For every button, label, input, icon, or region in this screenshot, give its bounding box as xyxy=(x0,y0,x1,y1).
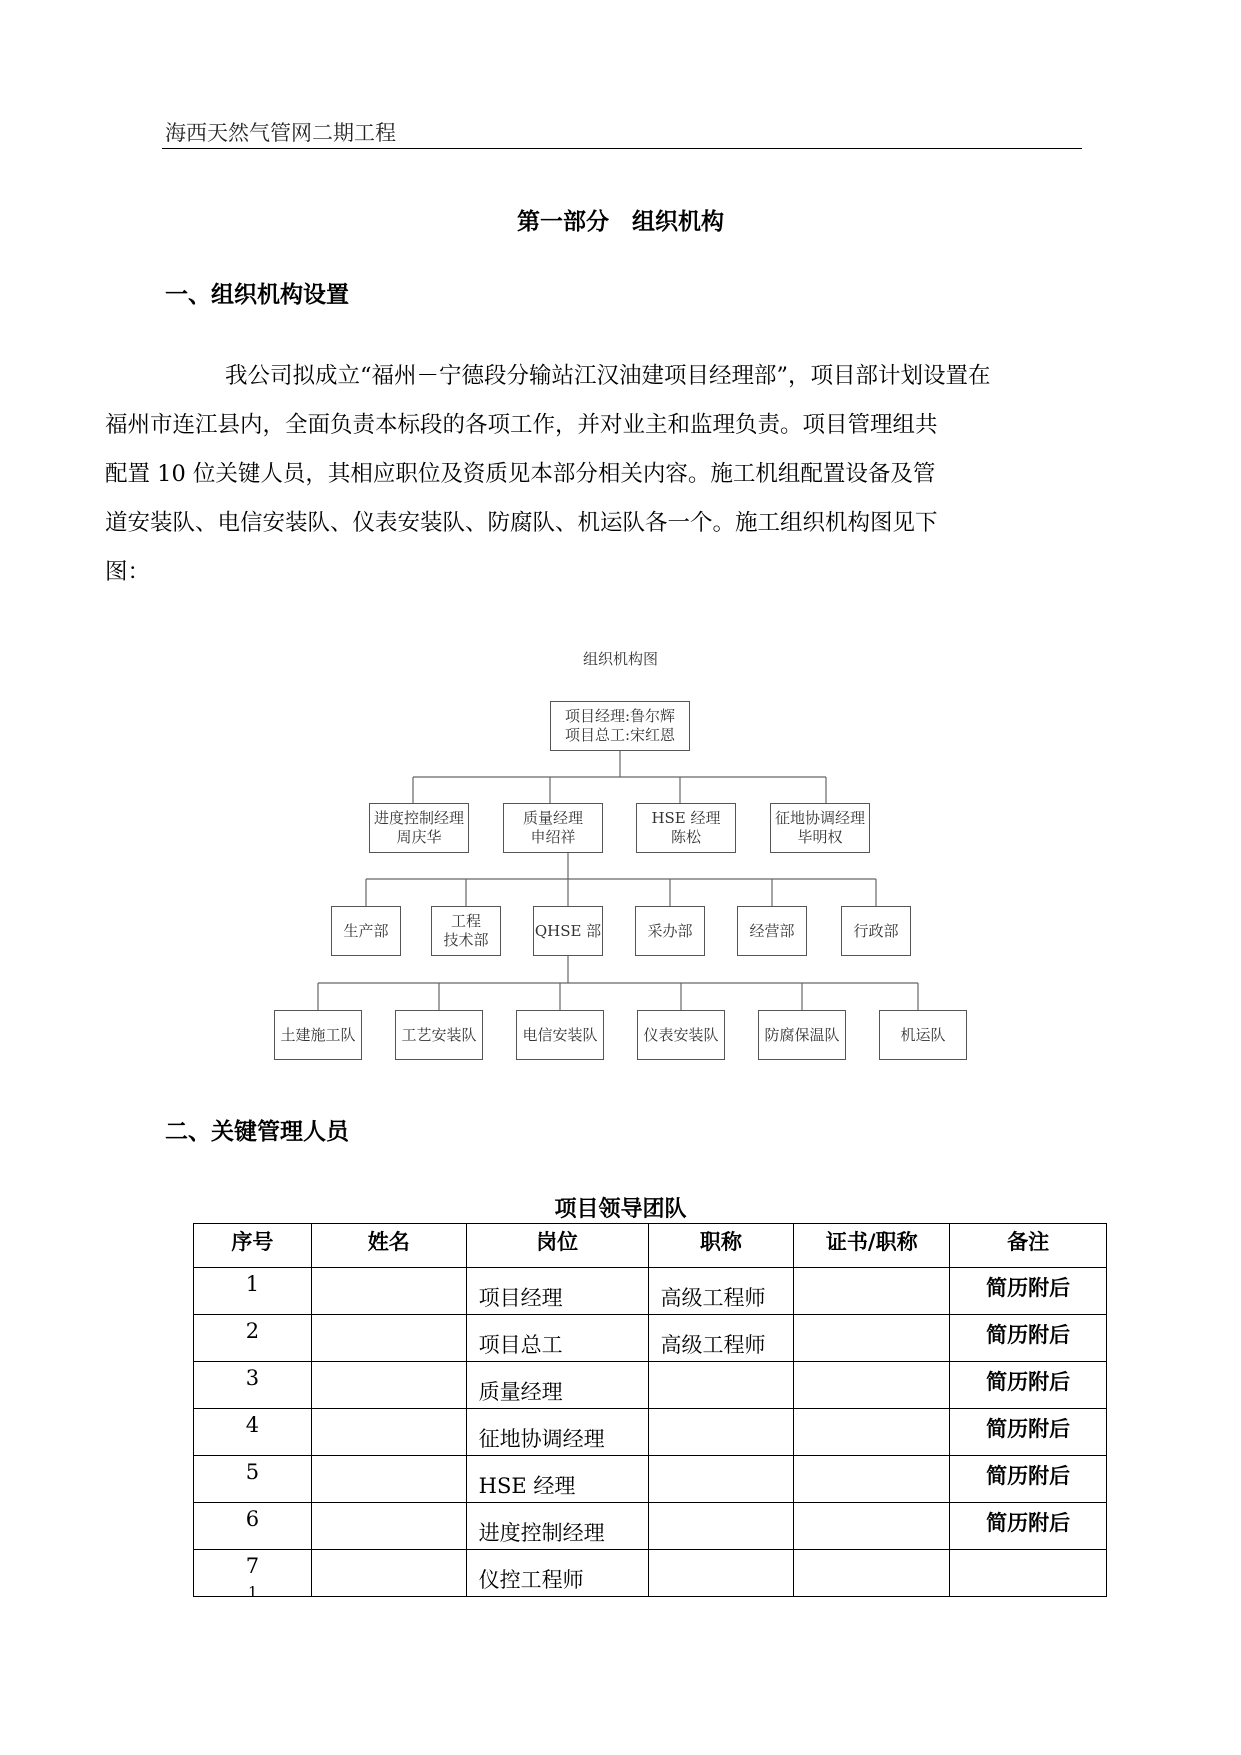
part-title: 第一部分 组织机构 xyxy=(517,209,724,235)
section-heading-key-personnel: 二、关键管理人员 xyxy=(165,1119,349,1145)
table-row xyxy=(194,1503,1107,1550)
table-row xyxy=(194,1362,1107,1409)
header-cell: 姓名 xyxy=(311,1224,466,1268)
table-header-row xyxy=(194,1224,1107,1268)
cell-cert xyxy=(794,1456,950,1503)
table-title: 项目领导团队 xyxy=(554,1197,687,1222)
cell-cert xyxy=(794,1362,950,1409)
cell-no: 4 xyxy=(194,1409,312,1456)
cell-cert xyxy=(794,1268,950,1315)
cell-note: 简历附后 xyxy=(950,1456,1107,1503)
org-node-admin-dept xyxy=(841,906,911,956)
org-node-line: 生产部 xyxy=(343,921,389,940)
paragraph-line: 我公司拟成立“福州－宁德段分输站江汉油建项目经理部”，项目部计划设置在 xyxy=(225,363,991,389)
cell-note: 简历附后 xyxy=(950,1503,1107,1550)
cell-no: 5 xyxy=(194,1456,312,1503)
cell-position: 质量经理 xyxy=(466,1362,648,1409)
org-node-schedule-manager xyxy=(369,803,469,853)
cell-position: HSE 经理 xyxy=(466,1456,648,1503)
org-node-project-manager xyxy=(550,701,690,751)
org-node-production-dept xyxy=(331,906,401,956)
org-node-quality-manager xyxy=(503,803,603,853)
org-node-business-dept xyxy=(737,906,807,956)
org-node-team: 仪表安装队 xyxy=(637,1010,725,1060)
org-node-team: 机运队 xyxy=(879,1010,967,1060)
cell-name xyxy=(311,1409,466,1456)
cell-name xyxy=(311,1503,466,1550)
org-node-engineering-dept xyxy=(431,906,501,956)
org-node-line: HSE 经理 xyxy=(651,809,721,827)
cell-no: 2 xyxy=(194,1315,312,1362)
cell-no: 7 xyxy=(194,1550,312,1597)
cell-rank: 高级工程师 xyxy=(648,1268,794,1315)
table-row xyxy=(194,1456,1107,1503)
cell-cert xyxy=(794,1550,950,1597)
section-heading-org-setup: 一、组织机构设置 xyxy=(165,282,349,308)
cell-note: 简历附后 xyxy=(950,1409,1107,1456)
paragraph-line: 配置 10 位关键人员，其相应职位及资质见本部分相关内容。施工机组配置设备及管 xyxy=(105,461,936,487)
cell-rank xyxy=(648,1503,794,1550)
cell-name xyxy=(311,1268,466,1315)
cell-name xyxy=(311,1456,466,1503)
org-node-line: 经营部 xyxy=(749,921,795,940)
cell-name xyxy=(311,1315,466,1362)
org-node-line: 质量经理 xyxy=(522,809,583,827)
org-node-line: 征地协调经理 xyxy=(774,809,865,827)
leadership-table xyxy=(193,1223,1107,1597)
org-node-line: 项目总工:宋红恩 xyxy=(564,726,676,744)
header-cell: 序号 xyxy=(194,1224,312,1268)
cell-note: 简历附后 xyxy=(950,1315,1107,1362)
paragraph-line: 道安装队、电信安装队、仪表安装队、防腐队、机运队各一个。施工组织机构图见下 xyxy=(105,510,938,536)
cell-rank xyxy=(648,1550,794,1597)
cell-rank xyxy=(648,1362,794,1409)
org-node-qhse-dept xyxy=(533,906,603,956)
cell-no: 3 xyxy=(194,1362,312,1409)
header-cell: 职称 xyxy=(648,1224,794,1268)
page-number: 1 xyxy=(248,1583,258,1601)
org-node-line: 申绍祥 xyxy=(530,828,576,846)
org-node-line: QHSE 部 xyxy=(534,921,602,940)
org-node-team: 土建施工队 xyxy=(274,1010,362,1060)
cell-cert xyxy=(794,1315,950,1362)
paragraph-line: 图： xyxy=(105,559,151,585)
org-node-line: 项目经理:鲁尔辉 xyxy=(564,707,676,725)
org-node-line: 陈松 xyxy=(670,828,701,846)
cell-note: 简历附后 xyxy=(950,1268,1107,1315)
org-node-line: 技术部 xyxy=(443,931,489,949)
paragraph-line: 福州市连江县内，全面负责本标段的各项工作，并对业主和监理负责。项目管理组共 xyxy=(105,412,938,438)
header-cell: 证书/职称 xyxy=(794,1224,950,1268)
org-node-team: 电信安装队 xyxy=(516,1010,604,1060)
cell-rank: 高级工程师 xyxy=(648,1315,794,1362)
cell-no: 1 xyxy=(194,1268,312,1315)
cell-position: 项目经理 xyxy=(466,1268,648,1315)
org-node-line: 周庆华 xyxy=(396,828,442,846)
header-cell: 备注 xyxy=(950,1224,1107,1268)
org-node-line: 毕明权 xyxy=(797,828,843,846)
cell-note: 简历附后 xyxy=(950,1362,1107,1409)
table-row xyxy=(194,1409,1107,1456)
cell-position: 进度控制经理 xyxy=(466,1503,648,1550)
org-node-line: 工程 xyxy=(450,912,481,930)
table-row xyxy=(194,1550,1107,1597)
cell-name xyxy=(311,1550,466,1597)
cell-position: 项目总工 xyxy=(466,1315,648,1362)
org-node-line: 行政部 xyxy=(853,921,899,940)
header-cell: 岗位 xyxy=(466,1224,648,1268)
cell-note xyxy=(950,1550,1107,1597)
cell-rank xyxy=(648,1409,794,1456)
running-header: 海西天然气管网二期工程 xyxy=(165,121,396,145)
org-node-team: 防腐保温队 xyxy=(758,1010,846,1060)
table-row xyxy=(194,1315,1107,1362)
cell-position: 征地协调经理 xyxy=(466,1409,648,1456)
cell-no: 6 xyxy=(194,1503,312,1550)
cell-cert xyxy=(794,1503,950,1550)
org-node-hse-manager xyxy=(636,803,736,853)
org-node-procurement-dept xyxy=(635,906,705,956)
table-row xyxy=(194,1268,1107,1315)
org-node-land-manager xyxy=(770,803,870,853)
cell-rank xyxy=(648,1456,794,1503)
cell-name xyxy=(311,1362,466,1409)
org-node-team: 工艺安装队 xyxy=(395,1010,483,1060)
org-node-line: 进度控制经理 xyxy=(373,809,464,827)
org-chart-title: 组织机构图 xyxy=(582,650,658,668)
cell-position: 仪控工程师 xyxy=(466,1550,648,1597)
org-node-line: 采办部 xyxy=(647,921,693,940)
cell-cert xyxy=(794,1409,950,1456)
